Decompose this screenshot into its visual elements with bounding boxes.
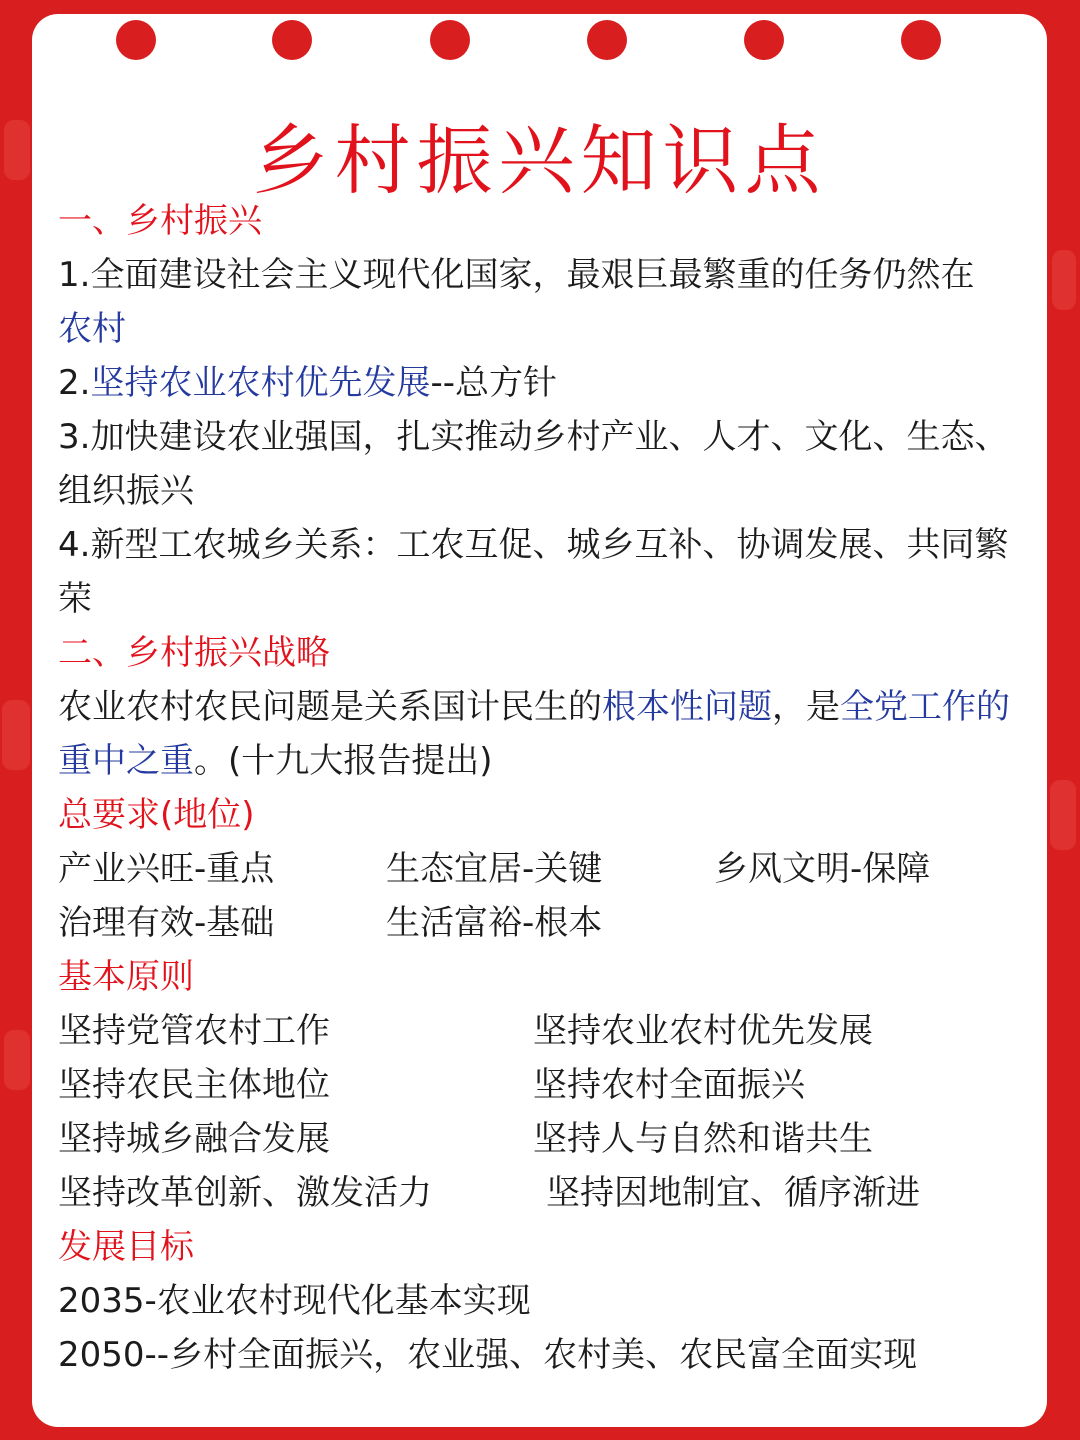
section-heading: 发展目标 — [58, 1227, 194, 1267]
point-4: 4.新型工农城乡关系：工农互促、城乡互补、协调发展、共同繁荣 — [58, 525, 1009, 619]
point-3: 3.加快建设农业强国，扎实推动乡村产业、人才、文化、生态、组织振兴 — [58, 417, 1009, 511]
strategy-text: 农业农村农民问题是关系国计民生的 — [58, 687, 602, 727]
point-2-suffix: --总方针 — [430, 363, 557, 403]
section-heading: 总要求(地位) — [58, 795, 255, 835]
strategy-text: 。(十九大报告提出) — [194, 741, 493, 781]
binder-hole — [901, 20, 941, 60]
binder-hole — [587, 20, 627, 60]
requirement-item: 治理有效-基础 — [58, 903, 275, 943]
point-1: 1.全面建设社会主义现代化国家，最艰巨最繁重的任务仍然在 — [58, 255, 975, 295]
page-title: 乡村振兴知识点 — [252, 116, 827, 205]
strategy-highlight: 全党工作的重中之重 — [58, 687, 1010, 781]
binder-hole — [272, 20, 312, 60]
section-heading: 基本原则 — [58, 957, 194, 997]
point-2-highlight: 坚持农业农村优先发展 — [90, 363, 431, 403]
strategy-highlight: 根本性问题 — [602, 687, 772, 727]
background-decoration — [2, 700, 30, 770]
principles-row — [58, 1058, 1033, 1112]
requirement-item: 产业兴旺-重点 — [58, 849, 275, 889]
point-2-number: 2. — [58, 363, 91, 403]
principle-item: 坚持人与自然和谐共生 — [533, 1119, 873, 1159]
principle-item: 坚持农民主体地位 — [58, 1065, 330, 1105]
principle-item: 坚持城乡融合发展 — [58, 1119, 330, 1159]
principles-row — [58, 1004, 1033, 1058]
requirement-item: 生活富裕-根本 — [386, 903, 603, 943]
binder-hole — [744, 20, 784, 60]
background-decoration — [1052, 250, 1076, 310]
point-2 — [58, 356, 1033, 410]
content — [58, 194, 1033, 1382]
section-heading: 二、乡村振兴战略 — [58, 633, 330, 673]
binder-hole — [116, 20, 156, 60]
background-decoration — [1050, 780, 1076, 850]
principle-item: 坚持农村全面振兴 — [533, 1065, 805, 1105]
goal-2035: 2035-农业农村现代化基本实现 — [58, 1281, 531, 1321]
requirements-row — [58, 842, 1033, 896]
note-card — [32, 14, 1047, 1427]
binder-hole — [430, 20, 470, 60]
requirement-item: 乡风文明-保障 — [714, 849, 931, 889]
goal-2050: 2050--乡村全面振兴，农业强、农村美、农民富全面实现 — [58, 1335, 918, 1375]
point-1-highlight: 农村 — [58, 309, 126, 349]
principle-item: 坚持党管农村工作 — [58, 1011, 330, 1051]
requirement-item: 生态宜居-关键 — [386, 849, 603, 889]
strategy-paragraph — [58, 680, 1033, 788]
background-decoration — [4, 1030, 30, 1090]
strategy-text: ，是 — [772, 687, 840, 727]
principles-row — [58, 1112, 1033, 1166]
requirements-row — [58, 896, 1033, 950]
principle-item: 坚持农业农村优先发展 — [533, 1011, 873, 1051]
principles-row — [58, 1166, 1033, 1220]
principle-item: 坚持因地制宜、循序渐进 — [546, 1173, 920, 1213]
principle-item: 坚持改革创新、激发活力 — [58, 1173, 432, 1213]
section-heading: 一、乡村振兴 — [58, 201, 262, 241]
background-decoration — [4, 120, 30, 180]
